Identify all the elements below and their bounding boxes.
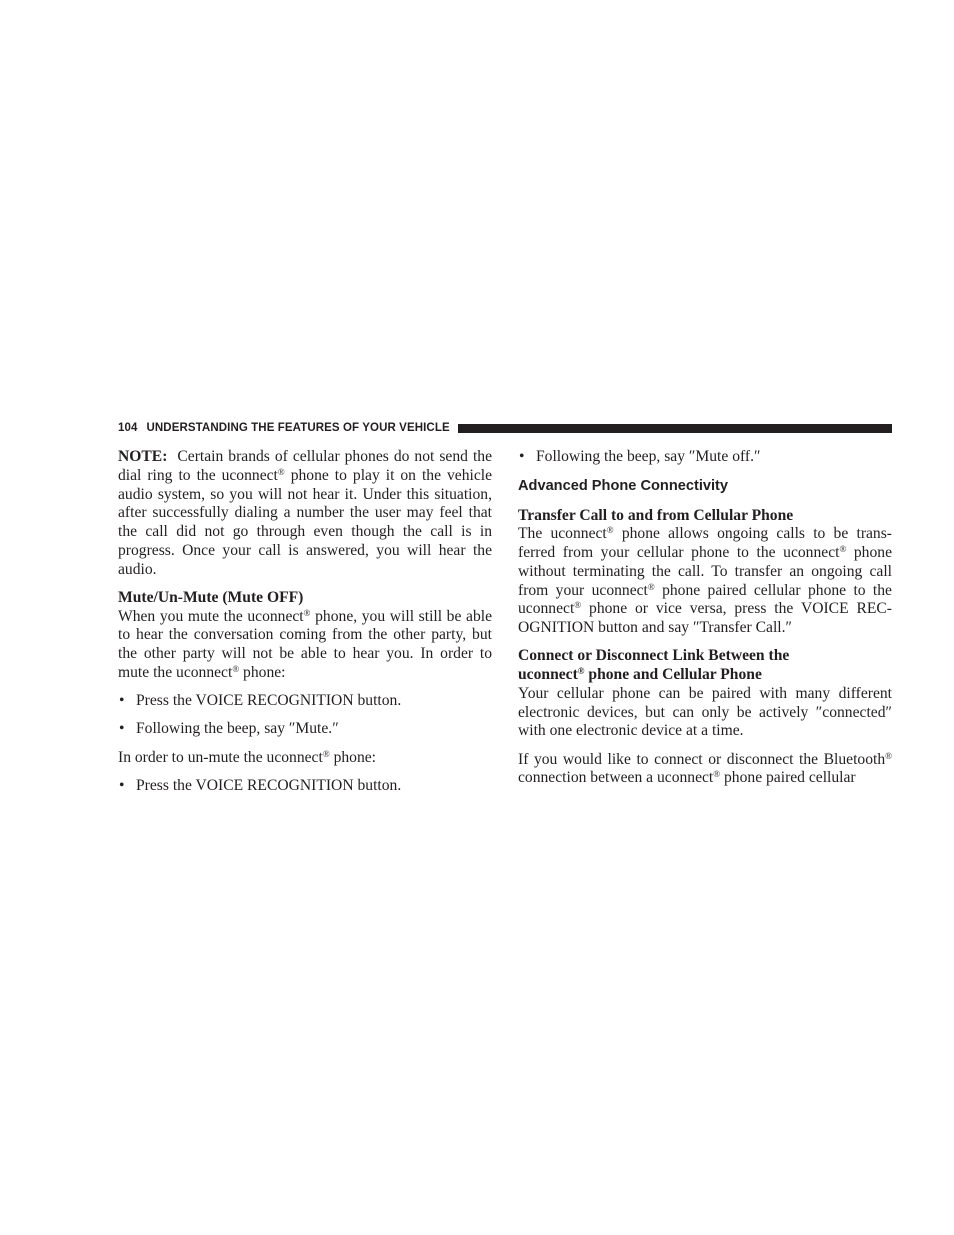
registered-mark: ® — [647, 581, 655, 592]
registered-mark: ® — [277, 466, 285, 477]
bullet-text: Following the beep, say ″Mute off.″ — [536, 448, 761, 465]
unmute-text-2: phone: — [329, 748, 377, 766]
transfer-text-5: phone or vice versa, press the VOICE REC-OGNITION button and say ″Transfer Call.″ — [518, 600, 892, 636]
mute-text-2: phone, you will still be able to hear the conversation coming from the other party, but the other party will not be able to hear you. In order to mute the uconnect — [118, 607, 493, 681]
page-number: 104 — [118, 422, 138, 434]
transfer-text-3: phone without terminating the call. To transfer an ongoing call from your uconnect — [518, 544, 892, 599]
mute-text-3: phone: — [239, 663, 286, 681]
section-heading: Advanced Phone Connectivity — [518, 477, 729, 494]
transfer-text-2: phone allows ongoing calls to be trans-ferred from your cellular phone to the uconnect — [518, 525, 892, 561]
transfer-text-4: phone paired cellular phone to the uconnect — [518, 581, 892, 618]
bullet-text: Press the VOICE RECOGNITION button. — [136, 692, 402, 709]
connect-heading — [518, 647, 892, 685]
registered-mark: ® — [232, 663, 240, 674]
note-text-1: Certain brands of cellular phones do not send the dial ring to the uconnect — [118, 448, 496, 484]
left-column — [118, 448, 496, 805]
connect-heading-line-2b: phone and Cellular Phone — [584, 666, 762, 683]
registered-mark: ® — [577, 666, 585, 676]
running-title: UNDERSTANDING THE FEATURES OF YOUR VEHICLE — [146, 422, 450, 434]
list-item — [118, 720, 492, 739]
unmute-text-1: In order to un-mute the uconnect — [118, 748, 323, 766]
registered-mark: ® — [574, 600, 582, 611]
bullet-text: Press the VOICE RECOGNITION button. — [136, 776, 402, 794]
transfer-text-1: The uconnect — [518, 525, 607, 543]
connect-paragraph: Your cellular phone can be paired with many different electronic devices, but can only be actively ″connected″ with one electronic device at a time. — [518, 684, 892, 740]
note-paragraph — [118, 448, 496, 579]
registered-mark: ® — [839, 544, 847, 554]
mute-heading: Mute/Un-Mute (Mute OFF) — [118, 588, 304, 606]
bluetooth-paragraph — [518, 751, 892, 789]
bullet-icon: • — [119, 692, 125, 709]
registered-mark: ® — [713, 769, 721, 780]
list-item — [518, 448, 892, 467]
transfer-paragraph — [518, 525, 892, 638]
running-header — [118, 420, 892, 436]
bullet-icon: • — [519, 448, 525, 465]
mute-text-1: When you mute the uconnect — [118, 607, 304, 625]
mute-paragraph — [118, 608, 492, 683]
list-item — [118, 692, 492, 711]
bluetooth-text-3: phone paired cellular — [720, 769, 856, 787]
note-text-2: phone to play it on the vehicle audio system, so you will not hear it. Under this situation, after successfully dialing a number the user may feel that the call did not go through even though the call is in progress. Once your call is answered, you will hear the audio. — [118, 466, 492, 578]
transfer-heading: Transfer Call to and from Cellular Phone — [518, 506, 794, 524]
list-item — [118, 777, 492, 796]
registered-mark: ® — [885, 750, 892, 761]
bullet-icon: • — [119, 776, 125, 794]
bullet-icon: • — [119, 720, 125, 738]
right-column — [518, 448, 892, 798]
bullet-text: Following the beep, say ″Mute.″ — [136, 720, 339, 738]
connect-heading-line-1: Connect or Disconnect Link Between the — [518, 647, 790, 665]
registered-mark: ® — [322, 748, 330, 759]
registered-mark: ® — [606, 525, 614, 536]
connect-heading-line-2a: uconnect — [518, 666, 578, 683]
bluetooth-text-1: If you would like to connect or disconnect the Bluetooth — [518, 750, 886, 768]
note-label: NOTE: — [118, 448, 168, 465]
unmute-paragraph — [118, 749, 492, 768]
header-rule-bar — [458, 424, 892, 433]
registered-mark: ® — [303, 607, 311, 618]
bluetooth-text-2: connection between a uconnect — [518, 769, 714, 787]
